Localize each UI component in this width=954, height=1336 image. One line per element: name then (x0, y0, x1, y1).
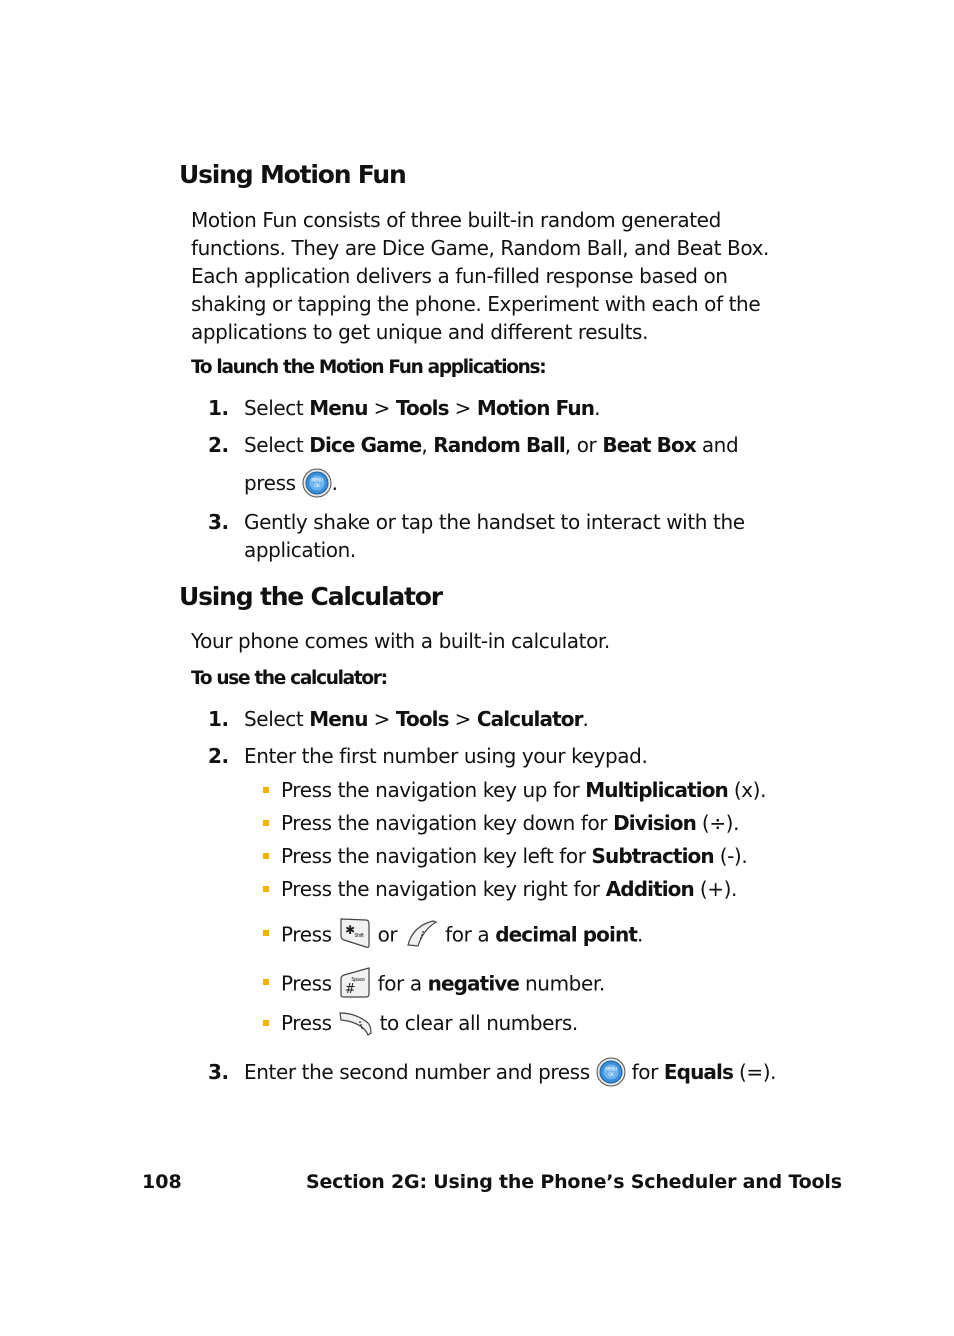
bullet-marker (263, 979, 269, 985)
motion-fun-intro: Motion Fun consists of three built-in random generated functions. They are Dice Game, Random Ball, and Beat Box. Each application delivers a fun-filled response based on shaking or tapping the phone. Experiment with each of the applications to get unique and different results. (191, 208, 769, 344)
section-footer-title: Section 2G: Using the Phone’s Scheduler and Tools (306, 1171, 842, 1193)
page-number: 108 (142, 1171, 182, 1193)
svg-text:✱: ✱ (344, 923, 355, 937)
svg-text:OK: OK (607, 1072, 614, 1078)
svg-text:#: # (344, 982, 355, 997)
svg-text:MENU: MENU (605, 1067, 617, 1072)
bullet-marker (263, 787, 269, 793)
talk-key-icon (403, 918, 439, 948)
bullet-marker (263, 853, 269, 859)
bullet-marker (263, 820, 269, 826)
calculator-subheading: To use the calculator: (191, 668, 387, 689)
section-heading-motion-fun: Using Motion Fun (179, 160, 406, 189)
motion-fun-subheading: To launch the Motion Fun applications: (191, 357, 546, 378)
menu-ok-key-icon (596, 1057, 626, 1087)
menu-ok-key-icon (302, 468, 332, 498)
svg-text:OK: OK (313, 483, 320, 489)
manual-page: Using Motion Fun Motion Fun consists of three built-in random generated functions. They are Dice Game, Random Ball, and Beat Box. Each application delivers a fun-filled response based on shaking or tapping the phone. Experiment with each of the applications to get unique and different results. To launch the Motion Fun applications: 1. Select Menu > Tools > Motion Fun. 2. Select Dice Game, Random Ball, or Beat Box and press MENU OK . 3. Gently shake or tap the handset to interact with the application. Using the Calculator Your phone comes with a built-in calculator. To use the calculator: 1. Select Menu > Tools > Calculator. 2. Enter the first number using your keypad. Press the navigation key up for Multiplication (x). Press the navigation key down for Division (÷). Press the navigation key left for Subtraction (-). Press the navigation key right for Addition (+). Press ✱ Shift or for a decimal point. Press # Space for a negative number. Press to clear all numbers. 3. Enter the second number and press MENU OK for Equals (=). 108 Section 2G: Using the Phone’s Scheduler and Tools (142, 160, 842, 1193)
svg-text:Shift: Shift (353, 933, 364, 939)
section-heading-calculator: Using the Calculator (179, 582, 442, 611)
end-key-icon (338, 1007, 374, 1037)
bullet-marker (263, 930, 269, 936)
svg-text:MENU: MENU (311, 478, 323, 483)
star-shift-key-icon (338, 916, 372, 950)
svg-text:Space: Space (350, 977, 365, 983)
bullet-marker (263, 886, 269, 892)
calculator-intro: Your phone comes with a built-in calculator. (191, 629, 610, 653)
hash-space-key-icon (338, 965, 372, 999)
bullet-marker (263, 1020, 269, 1026)
